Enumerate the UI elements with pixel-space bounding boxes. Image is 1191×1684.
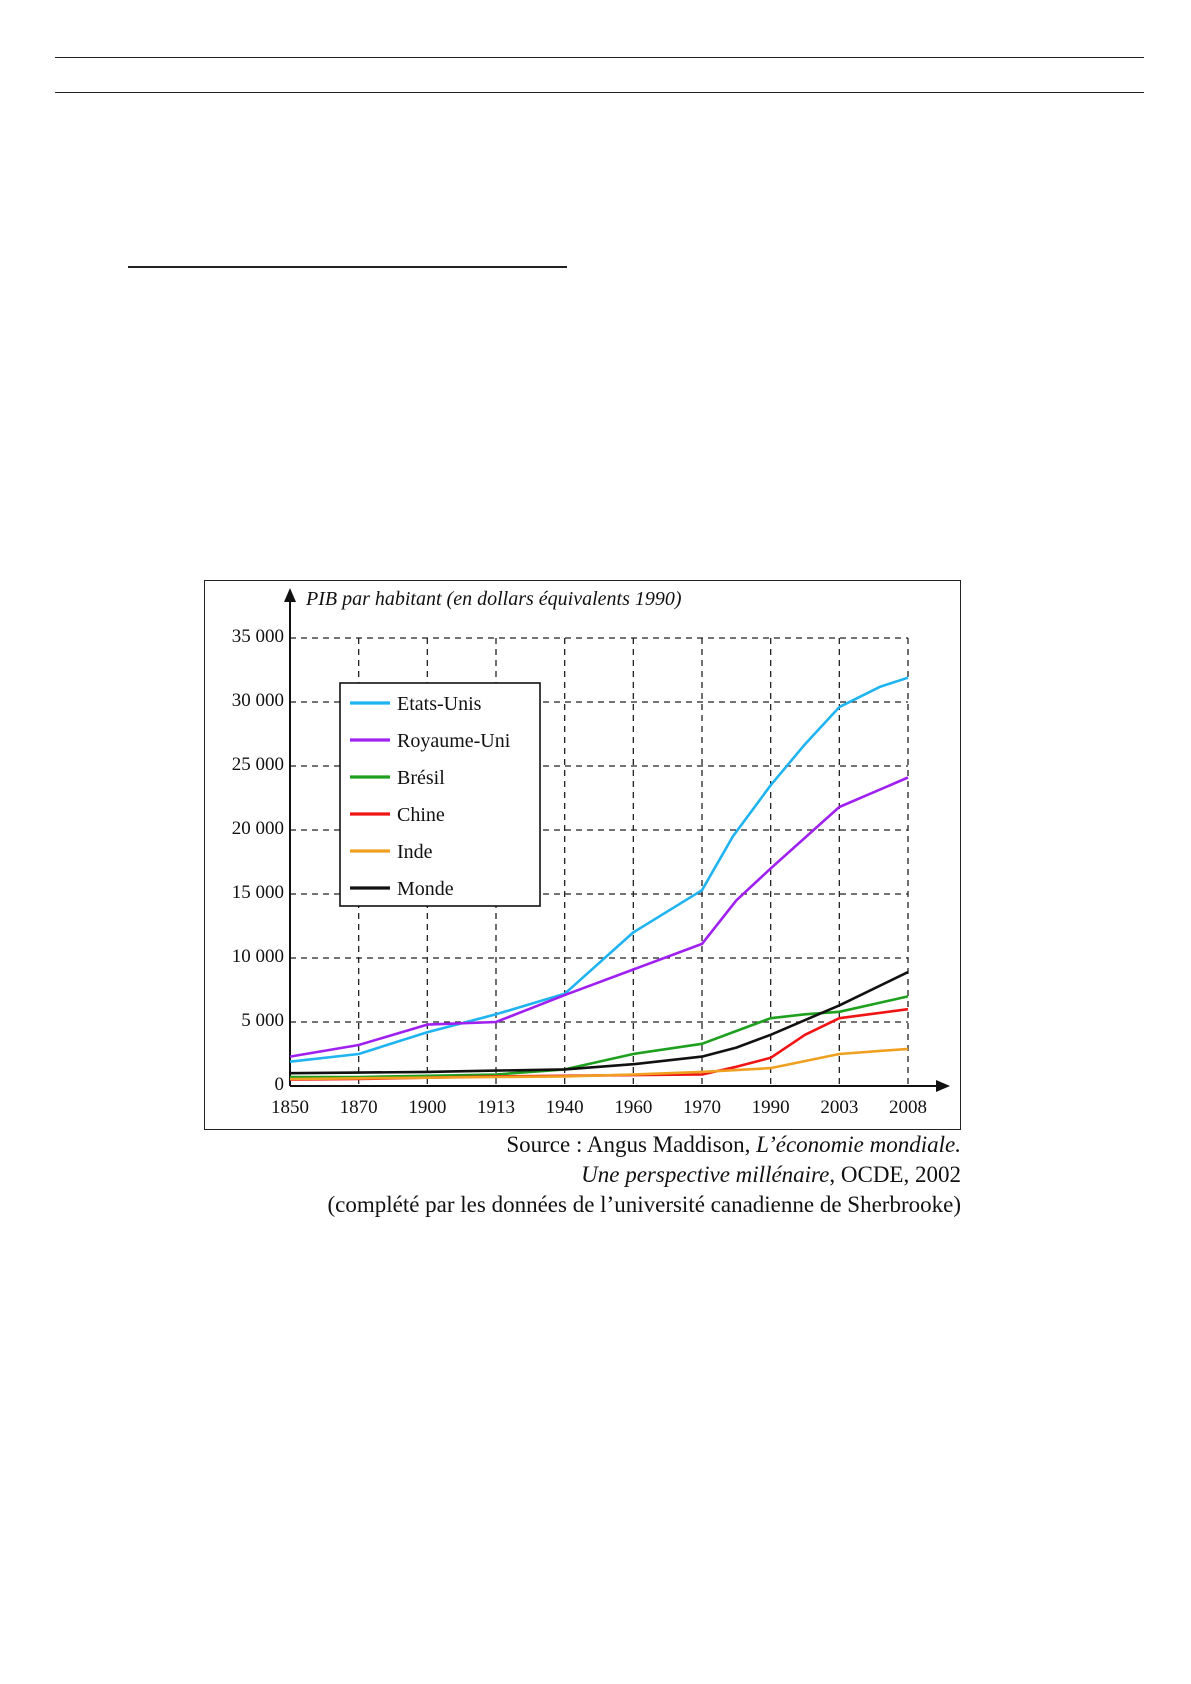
y-tick-label: 10 000	[231, 946, 284, 967]
series-line-3	[290, 1009, 908, 1079]
x-tick-label: 1990	[751, 1097, 790, 1118]
y-tick-label: 25 000	[231, 754, 284, 775]
x-axis-arrow	[936, 1080, 950, 1092]
y-axis-title: PIB par habitant (en dollars équivalents 1990)	[306, 588, 682, 610]
chart-frame	[204, 580, 961, 1130]
y-tick-label: 30 000	[231, 690, 284, 711]
source-line-3	[327, 1192, 961, 1218]
section-title-underline	[128, 266, 567, 268]
y-tick-label: 5 000	[241, 1010, 284, 1031]
y-tick-label: 15 000	[231, 882, 284, 903]
header-rule-top	[55, 57, 1144, 58]
legend-label: Etats-Unis	[397, 693, 482, 715]
legend-label: Inde	[397, 841, 433, 863]
legend-label: Royaume-Uni	[397, 730, 511, 752]
source-title: L’économie mondiale.	[756, 1132, 961, 1157]
y-tick-label: 35 000	[231, 626, 284, 647]
x-tick-label: 2008	[889, 1097, 927, 1118]
legend-label: Chine	[397, 804, 445, 826]
source-publisher: , OCDE, 2002	[829, 1162, 961, 1187]
x-tick-label: 1870	[339, 1097, 378, 1118]
y-tick-label: 20 000	[231, 818, 284, 839]
line-chart	[205, 581, 962, 1131]
legend-label: Brésil	[397, 767, 445, 789]
y-tick-label: 0	[274, 1074, 284, 1095]
x-tick-label: 1913	[477, 1097, 515, 1118]
header-rule-bottom	[55, 92, 1144, 93]
source-prefix: Source : Angus Maddison,	[506, 1132, 757, 1157]
x-tick-label: 1970	[683, 1097, 721, 1118]
source-note: (complété par les données de l’université canadienne de Sherbrooke)	[327, 1192, 961, 1217]
x-tick-label: 1940	[545, 1097, 584, 1118]
legend-box	[340, 683, 540, 906]
x-tick-label: 1960	[614, 1097, 653, 1118]
x-tick-label: 1850	[271, 1097, 309, 1118]
source-subtitle: Une perspective millénaire	[581, 1162, 830, 1187]
source-line-1	[506, 1132, 961, 1158]
y-axis-arrow	[284, 588, 296, 602]
x-tick-label: 1900	[408, 1097, 447, 1118]
x-tick-label: 2003	[820, 1097, 859, 1118]
source-line-2	[581, 1162, 961, 1188]
series-line-4	[290, 1049, 908, 1079]
legend-label: Monde	[397, 878, 454, 900]
